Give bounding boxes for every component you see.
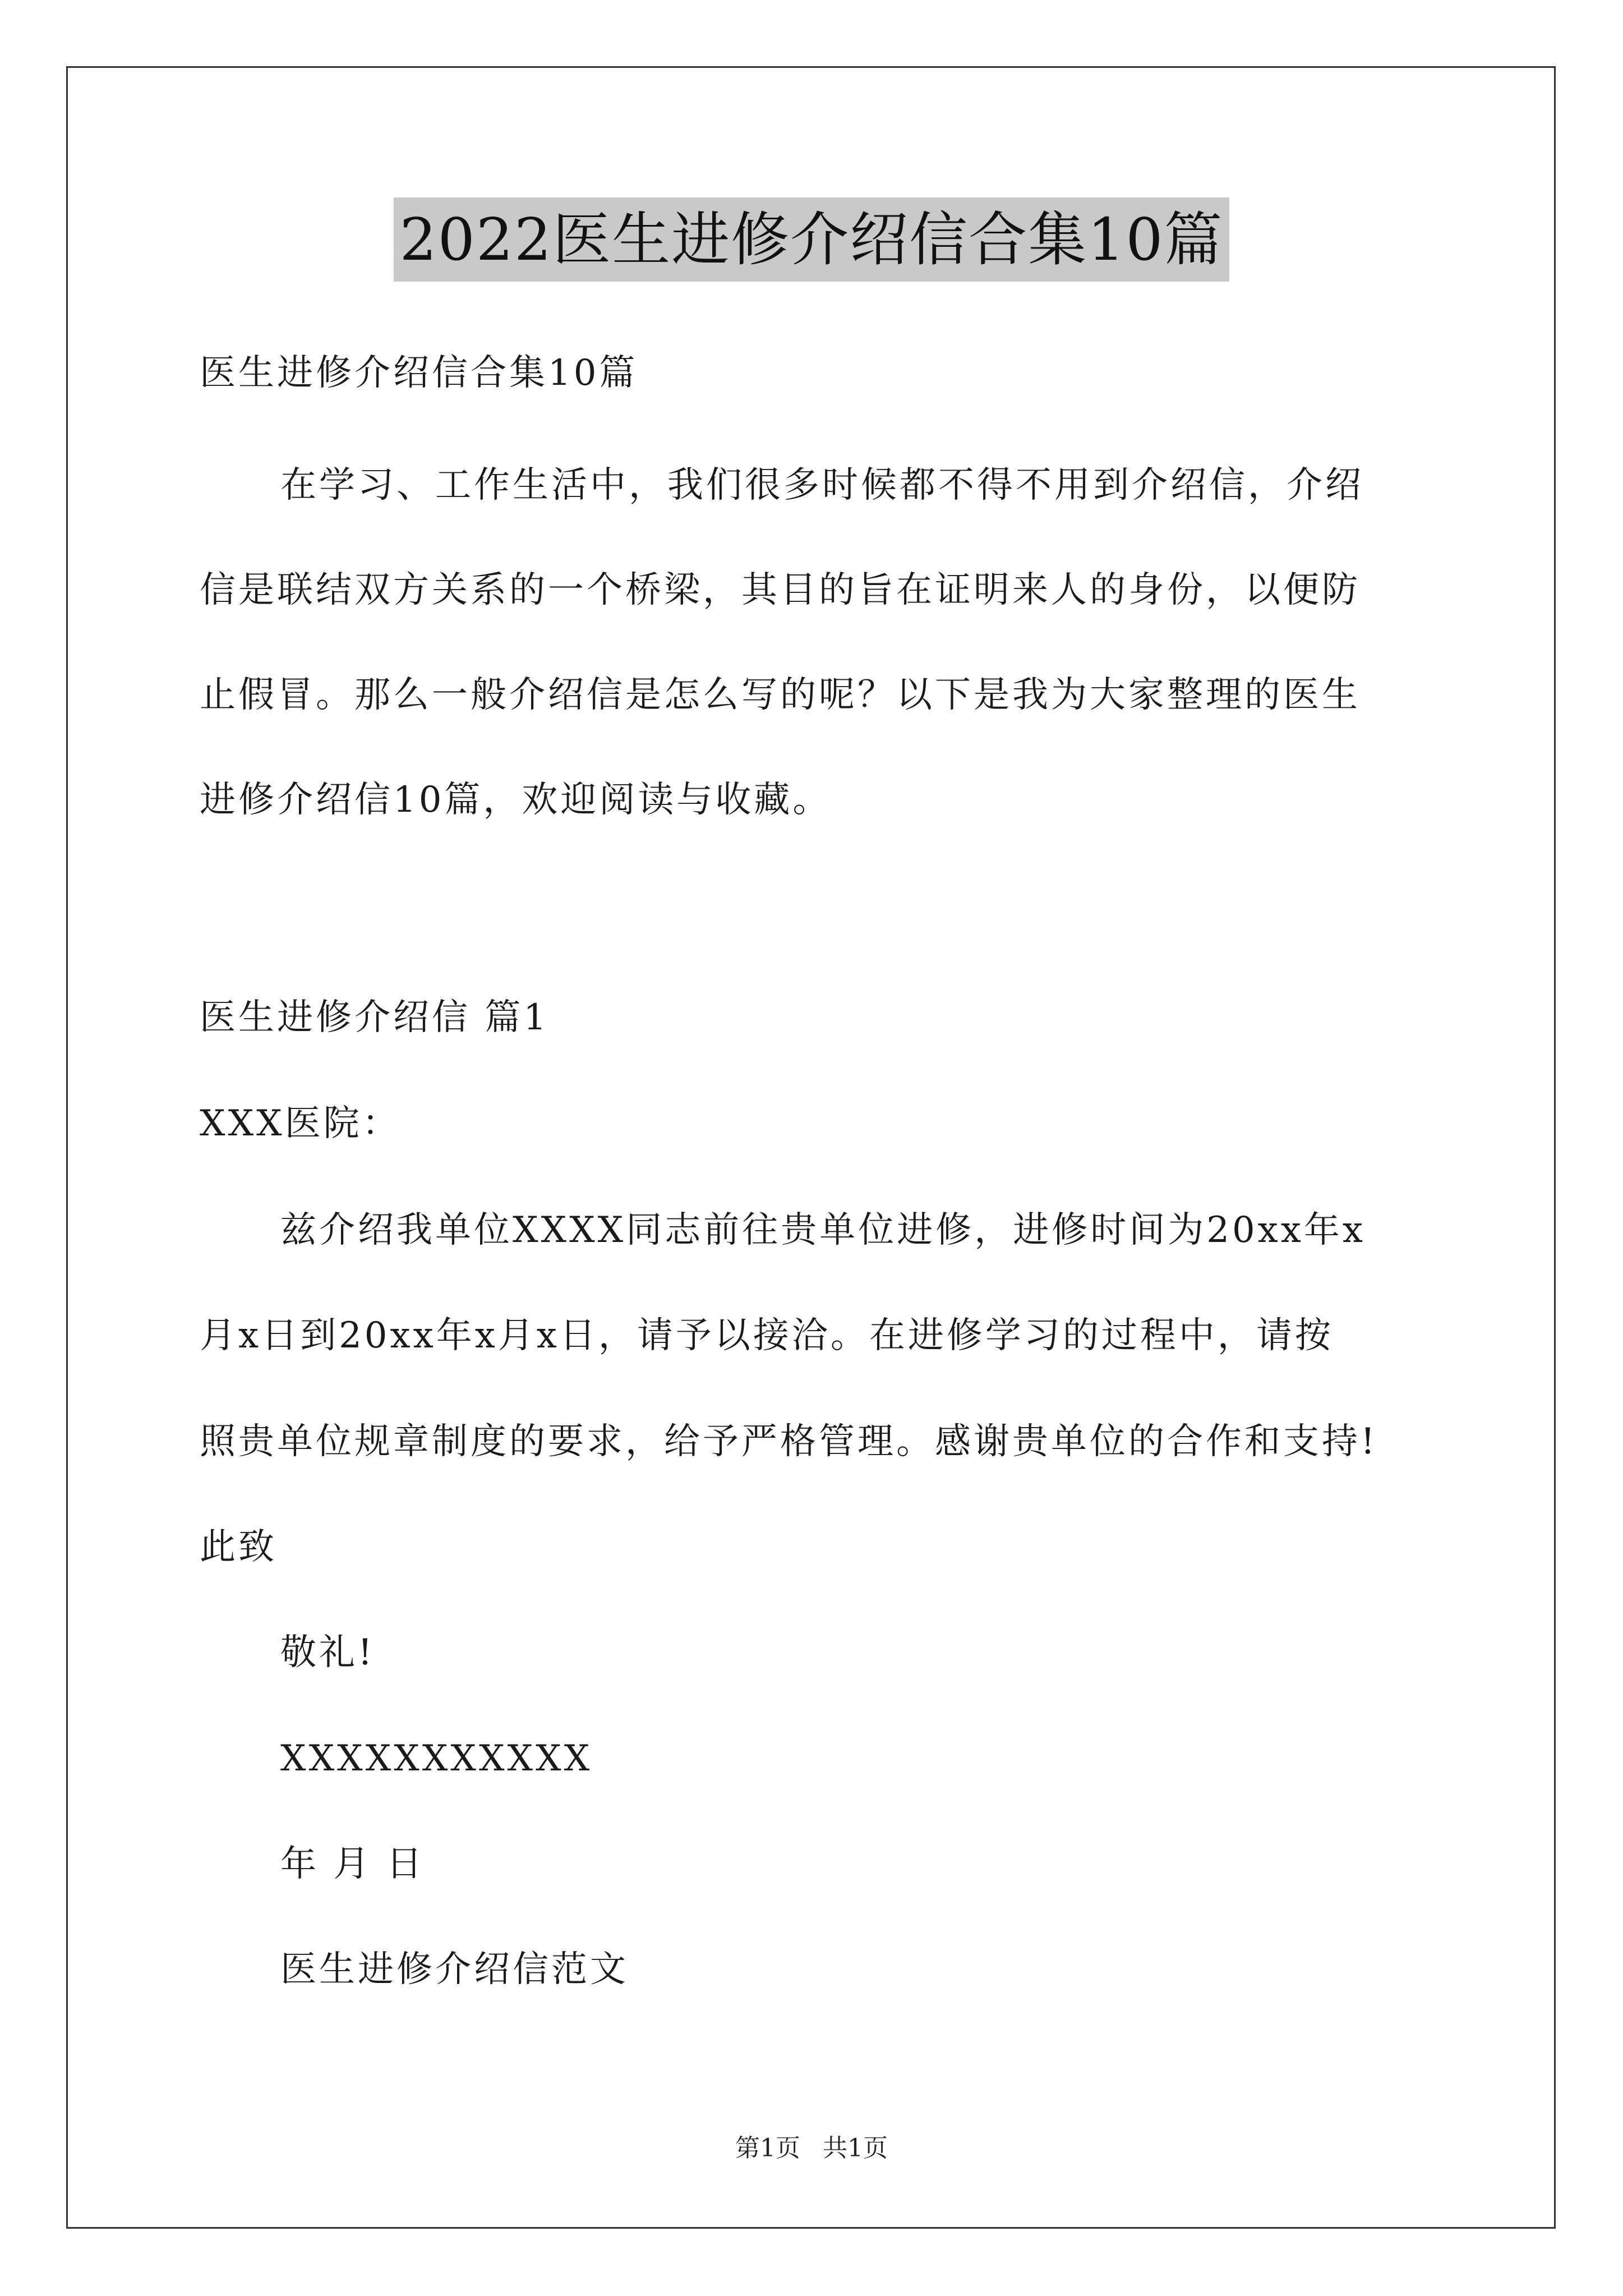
salutation: XXX医院： [200,1103,401,1144]
intro-line-3: 止假冒。那么一般介绍信是怎么写的呢？以下是我为大家整理的医生 [200,674,1361,716]
body-line-3: 照贵单位规章制度的要求，给予严格管理。感谢贵单位的合作和支持! [200,1421,1378,1462]
closing-ci-zhi: 此致 [200,1526,277,1568]
next-item-heading: 医生进修介绍信范文 [280,1949,629,1990]
intro-line-4: 进修介绍信10篇，欢迎阅读与收藏。 [200,779,832,821]
closing-jing-li: 敬礼! [280,1632,375,1673]
page-number: 第1页 [735,2134,800,2162]
body-line-1: 兹介绍我单位XXXX同志前往贵单位进修，进修时间为20xx年x [280,1209,1366,1251]
date-line: 年 月 日 [280,1843,425,1885]
page-total: 共1页 [823,2134,888,2162]
document-subtitle: 医生进修介绍信合集10篇 [200,352,638,394]
body-line-2: 月x日到20xx年x月x日，请予以接洽。在进修学习的过程中，请按 [200,1315,1334,1356]
section-heading: 医生进修介绍信 篇1 [200,997,550,1038]
title-wrapper [0,197,1623,282]
document-title: 2022医生进修介绍信合集10篇 [394,197,1229,282]
intro-line-1: 在学习、工作生活中，我们很多时候都不得不用到介绍信，介绍 [280,464,1364,506]
page-footer [0,2132,1623,2165]
signature-placeholder: XXXXXXXXXXX [280,1738,593,1779]
intro-line-2: 信是联结双方关系的一个桥梁，其目的旨在证明来人的身份，以便防 [200,569,1361,611]
